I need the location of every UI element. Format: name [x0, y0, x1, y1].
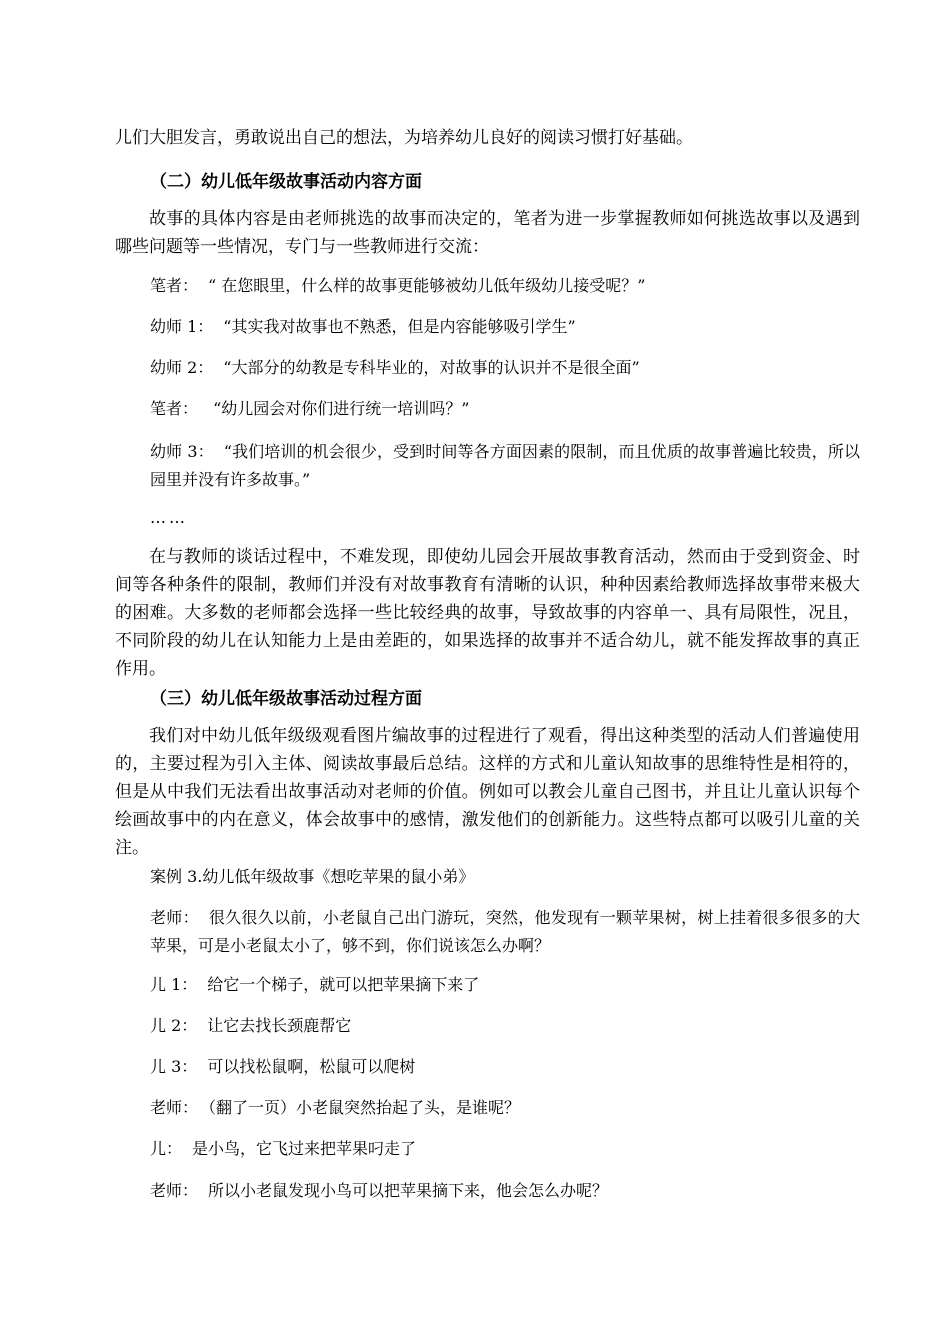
line-text: 给它一个梯子，就可以把苹果摘下来了	[207, 975, 480, 994]
speaker: 老师：	[150, 1181, 199, 1200]
speaker: 笔者：	[150, 276, 199, 295]
line-text: “大部分的幼教是专科毕业的，对故事的认识并不是很全面”	[223, 358, 640, 377]
case-line	[150, 1136, 416, 1162]
line-text: （翻了一页）小老鼠突然抬起了头，是谁呢？	[208, 1098, 521, 1117]
paragraph-intro-interview: 故事的具体内容是由老师挑选的故事而决定的，笔者为进一步掌握教师如何挑选故事以及遇到哪些问题等一些情况，专门与一些教师进行交流：	[115, 209, 860, 257]
ellipsis: ……	[150, 508, 188, 527]
interview-line	[150, 273, 645, 299]
line-text: 让它去找长颈鹿帮它	[207, 1016, 352, 1035]
speaker: 儿 2：	[150, 1016, 198, 1035]
section-heading-2: （二）幼儿低年级故事活动内容方面	[150, 172, 422, 192]
line-text: 很久很久以前，小老鼠自己出门游玩，突然，他发现有一颗苹果树，树上挂着很多很多的大苹果，可是小老鼠太小了，够不到，你们说该怎么办啊？	[150, 908, 860, 955]
case-line	[150, 972, 479, 998]
section-heading-3: （三）幼儿低年级故事活动过程方面	[150, 689, 422, 709]
interview-line	[150, 355, 640, 381]
paragraph-analysis: 在与教师的谈话过程中，不难发现，即使幼儿园会开展故事教育活动，然而由于受到资金、时间等各种条件的限制，教师们并没有对故事教育有清晰的认识，种种因素给教师选择故事带来极大的困难。大多数的老师都会选择一些比较经典的故事，导致故事的内容单一、具有局限性，况且，不同阶段的幼儿在认知能力上是由差距的，如果选择的故事并不适合幼儿，就不能发挥故事的真正作用。	[115, 547, 860, 679]
speaker: 笔者：	[150, 399, 199, 418]
interview-line	[150, 314, 576, 340]
speaker: 老师：	[150, 1098, 199, 1117]
case-title: 案例 3.幼儿低年级故事《想吃苹果的鼠小弟》	[150, 867, 475, 886]
speaker: 幼师 1：	[150, 317, 214, 336]
speaker: 幼师 2：	[150, 358, 214, 377]
speaker: 老师：	[150, 908, 199, 927]
interview-line	[150, 396, 469, 422]
speaker: 儿：	[150, 1139, 183, 1158]
case-line	[150, 1013, 351, 1039]
interview-line-long	[150, 438, 860, 494]
line-text: 所以小老鼠发现小鸟可以把苹果摘下来，他会怎么办呢？	[208, 1181, 609, 1200]
line-text: “其实我对故事也不熟悉，但是内容能够吸引学生”	[223, 317, 576, 336]
paragraph-process: 我们对中幼儿低年级级观看图片编故事的过程进行了观看，得出这种类型的活动人们普遍使用的，主要过程为引入主体、阅读故事最后总结。这样的方式和儿童认知故事的思维特性是相符的，但是从中我们无法看出故事活动对老师的价值。例如可以教会儿童自己图书，并且让儿童认识每个绘画故事中的内在意义，体会故事中的感情，激发他们的创新能力。这些特点都可以吸引儿童的关注。	[115, 726, 860, 858]
case-line	[150, 1178, 608, 1204]
line-text: “幼儿园会对你们进行统一培训吗？”	[208, 399, 470, 418]
speaker: 儿 3：	[150, 1057, 198, 1076]
paragraph-continued: 儿们大胆发言，勇敢说出自己的想法，为培养幼儿良好的阅读习惯打好基础。	[115, 128, 693, 148]
case-line	[150, 1054, 415, 1080]
speaker: 儿 1：	[150, 975, 198, 994]
line-text: “ 在您眼里，什么样的故事更能够被幼儿低年级幼儿接受呢？”	[208, 276, 646, 295]
line-text: 是小鸟，它飞过来把苹果叼走了	[192, 1139, 417, 1158]
case-line-long	[150, 904, 860, 960]
speaker: 幼师 3：	[150, 442, 214, 461]
line-text: “我们培训的机会很少，受到时间等各方面因素的限制，而且优质的故事普遍比较贵，所以园里并没有许多故事。”	[150, 442, 860, 489]
line-text: 可以找松鼠啊，松鼠可以爬树	[207, 1057, 416, 1076]
case-line	[150, 1095, 520, 1121]
